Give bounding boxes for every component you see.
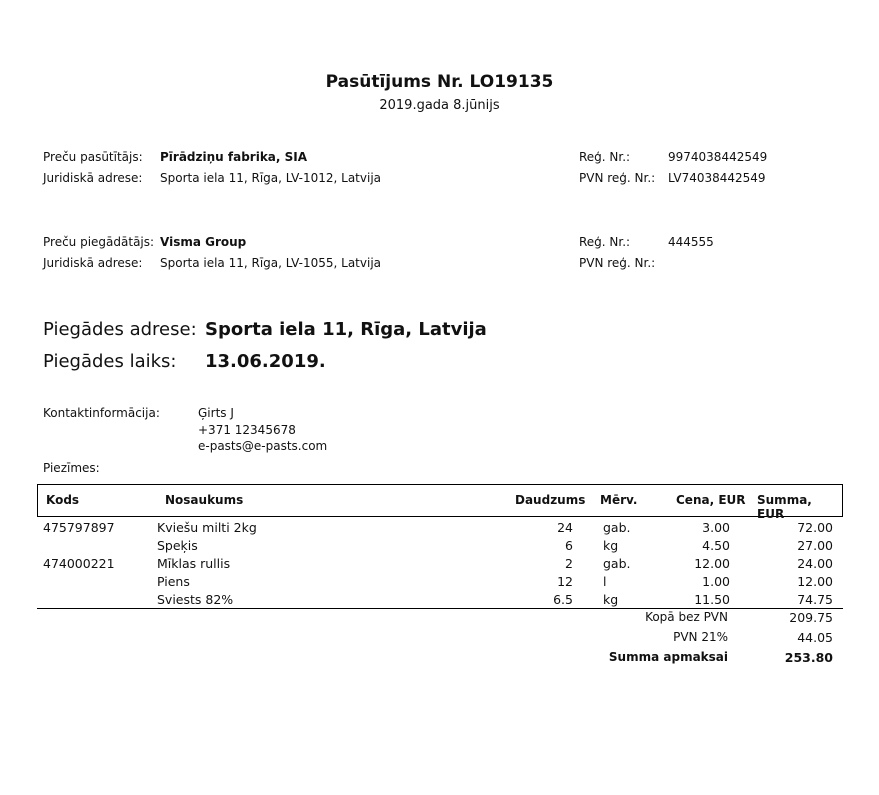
supplier-address-label: Juridiskā adrese: [43,256,143,270]
contact-name: Ģirts J [198,406,234,420]
supplier-reg: 444555 [668,235,714,249]
cell-code: 475797897 [43,520,115,535]
table-row [37,574,843,592]
contact-label: Kontaktinformācija: [43,406,160,420]
cell-qty: 12 [557,574,573,589]
supplier-name: Visma Group [160,235,247,249]
cell-qty: 24 [557,520,573,535]
cell-unit: l [603,574,607,589]
column-header-unit: Mērv. [600,493,638,507]
supplier-address: Sporta iela 11, Rīga, LV-1055, Latvija [160,256,382,270]
delivery-time-label: Piegādes laiks: [43,351,177,372]
total-net-label: Kopā bez PVN [645,610,728,624]
cell-unit: gab. [603,520,631,535]
delivery-address: Sporta iela 11, Rīga, Latvija [205,319,487,340]
table-row [37,538,843,556]
total-vat-label: PVN 21% [673,630,728,644]
total-payable-value: 253.80 [784,650,833,665]
cell-price: 1.00 [702,574,730,589]
delivery-address-label: Piegādes adrese: [43,319,197,340]
cell-price: 3.00 [702,520,730,535]
cell-name: Kviešu milti 2kg [157,520,257,535]
cell-name: Speķis [157,538,198,553]
orderer-reg: 9974038442549 [668,150,768,164]
notes-label: Piezīmes: [43,461,100,475]
contact-phone: +371 12345678 [198,423,296,437]
orderer-address: Sporta iela 11, Rīga, LV-1012, Latvija [160,171,382,185]
supplier-vat-label: PVN reģ. Nr.: [579,256,656,270]
cell-name: Sviests 82% [157,592,234,607]
column-header-sum: Summa, EUR [757,493,812,521]
total-net-value: 209.75 [789,610,833,625]
cell-price: 4.50 [702,538,730,553]
orderer-vat-label: PVN reģ. Nr.: [579,171,656,185]
supplier-reg-label: Reģ. Nr.: [579,235,631,249]
column-header-code: Kods [46,493,80,507]
table-row [37,520,843,538]
orderer-address-label: Juridiskā adrese: [43,171,143,185]
cell-code: 474000221 [43,556,115,571]
column-header-price: Cena, EUR [676,493,746,507]
orderer-name: Pīrādziņu fabrika, SIA [160,150,308,164]
cell-sum: 74.75 [797,592,833,607]
cell-sum: 12.00 [797,574,833,589]
cell-qty: 6 [565,538,573,553]
document-date: 2019.gada 8.jūnijs [379,98,500,113]
cell-sum: 24.00 [797,556,833,571]
cell-name: Piens [157,574,190,589]
orderer-vat: LV74038442549 [668,171,766,185]
cell-qty: 2 [565,556,573,571]
contact-email: e-pasts@e-pasts.com [198,439,328,453]
cell-sum: 27.00 [797,538,833,553]
table-bottom-rule [37,608,843,609]
cell-qty: 6.5 [553,592,573,607]
table-row [37,556,843,574]
document-title: Pasūtījums Nr. LO19135 [325,72,554,92]
cell-price: 11.50 [694,592,730,607]
cell-sum: 72.00 [797,520,833,535]
orderer-label: Preču pasūtītājs: [43,150,143,164]
total-payable-label: Summa apmaksai [608,650,728,664]
orderer-reg-label: Reģ. Nr.: [579,150,631,164]
cell-unit: gab. [603,556,631,571]
supplier-label: Preču piegādātājs: [43,235,155,249]
delivery-time: 13.06.2019. [205,351,326,372]
cell-price: 12.00 [694,556,730,571]
total-vat-value: 44.05 [797,630,833,645]
column-header-qty: Daudzums [515,493,586,507]
cell-name: Mīklas rullis [157,556,231,571]
column-header-name: Nosaukums [165,493,244,507]
items-table-header [37,484,843,521]
cell-unit: kg [603,538,619,553]
cell-unit: kg [603,592,619,607]
